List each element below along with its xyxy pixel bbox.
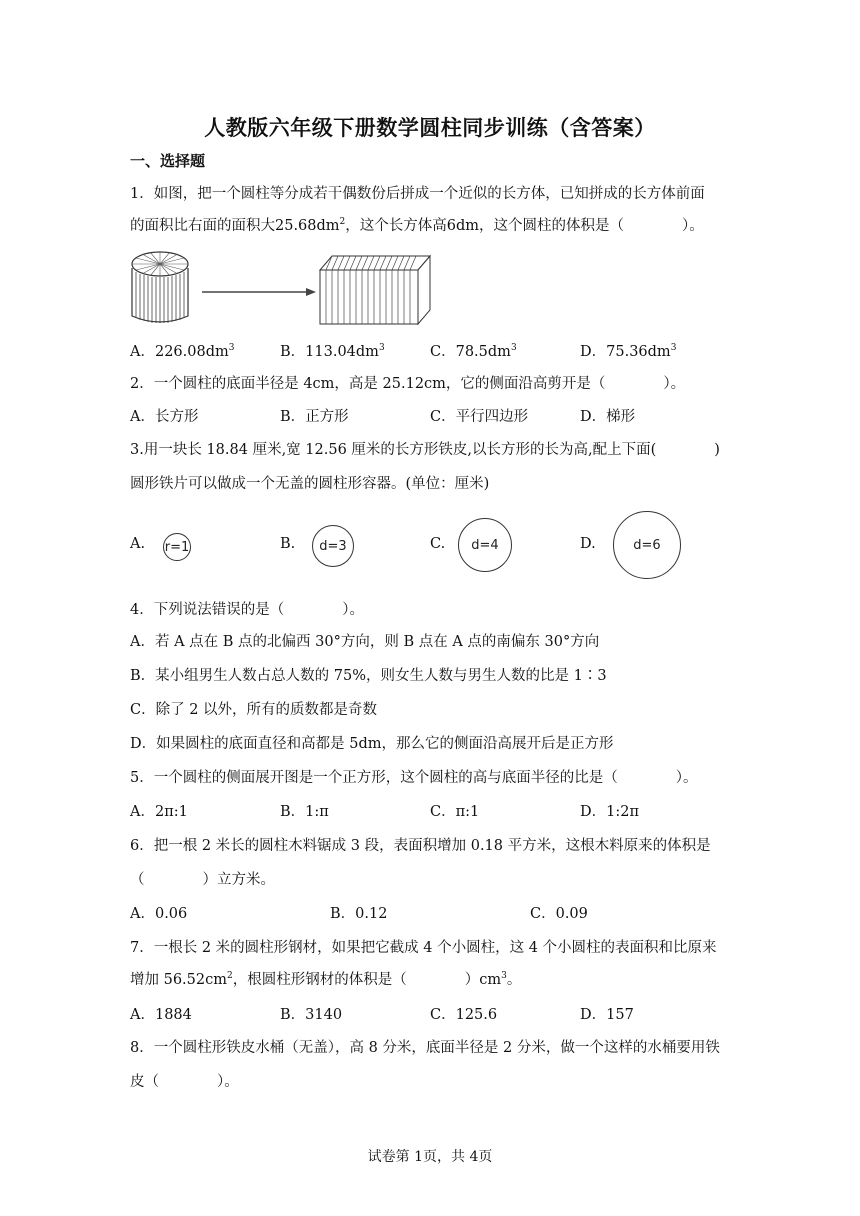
q4-line1: 4．下列说法错误的是（ ）。 (130, 602, 364, 618)
q1-text-a: 的面积比右面的面积大 (130, 218, 275, 234)
q3-option-a-circle[interactable]: r=1 (163, 533, 191, 561)
q5-line1: 5．一个圆柱的侧面展开图是一个正方形，这个圆柱的高与底面半径的比是（ ）。 (130, 770, 698, 786)
q4-option-a[interactable]: A．若 A 点在 B 点的北偏西 30°方向，则 B 点在 A 点的南偏东 30°方向 (130, 634, 600, 650)
arrow-icon (202, 288, 316, 296)
q5-option-d[interactable]: D．1:2π (580, 804, 639, 820)
q7-option-d[interactable]: D．157 (580, 1007, 634, 1023)
q6-line2: （ ）立方米。 (130, 872, 275, 888)
q1-line2 (130, 214, 704, 235)
q2-option-d[interactable]: D．梯形 (580, 409, 636, 425)
q1-line1: 1．如图，把一个圆柱等分成若干偶数份后拼成一个近似的长方体，已知拼成的长方体前面 (130, 186, 705, 202)
page-title: 人教版六年级下册数学圆柱同步训练（含答案） (204, 116, 656, 140)
q8-line2: 皮（ ）。 (130, 1074, 239, 1090)
q1-option-b[interactable]: B．$113.04dm^3$ (280, 343, 385, 360)
q4-option-b[interactable]: B．某小组男生人数占总人数的 75%，则女生人数与男生人数的比是 1∶3 (130, 668, 607, 684)
q6-option-c[interactable]: C．0.09 (530, 906, 588, 922)
q3-option-b-circle[interactable]: d=3 (312, 525, 354, 567)
q1-height-value: 6dm (446, 218, 480, 234)
q7-option-b[interactable]: B．3140 (280, 1007, 343, 1023)
cuboid-illustration (320, 256, 430, 324)
q2-option-a[interactable]: A．长方形 (130, 409, 199, 425)
q1-option-d[interactable]: D．$75.36dm^3$ (580, 343, 677, 360)
q6-line1: 6．把一根 2 米长的圆柱木料锯成 3 段，表面积增加 0.18 平方米，这根木料原来的体积是 (130, 838, 711, 854)
q6-option-a[interactable]: A．0.06 (130, 906, 188, 922)
q3-option-a-label[interactable]: A. (130, 536, 146, 552)
q6-option-b[interactable]: B．0.12 (330, 906, 388, 922)
q4-option-d[interactable]: D．如果圆柱的底面直径和高都是 5dm，那么它的侧面沿高展开后是正方形 (130, 736, 614, 752)
q5-option-a[interactable]: A．2π:1 (130, 804, 188, 820)
q2-line1: 2．一个圆柱的底面半径是 4cm，高是 25.12cm，它的侧面沿高剪开是（ ）。 (130, 376, 686, 392)
q7-line2: 增加 $56.52cm^2$，根圆柱形钢材的体积是（ ）$cm^3$。 (130, 971, 522, 988)
section-heading: 一、选择题 (130, 152, 206, 170)
q1-text-c: ，这个圆柱的体积是（ (479, 218, 625, 234)
q5-option-c[interactable]: C．π:1 (430, 804, 480, 820)
q3-option-d-label[interactable]: D. (580, 536, 596, 552)
q3-line1: 3.用一块长 18.84 厘米,宽 12.56 厘米的长方形铁皮,以长方形的长为高,配上下面( ) (130, 442, 720, 458)
q4-option-c[interactable]: C．除了 2 以外，所有的质数都是奇数 (130, 702, 378, 718)
q5-option-b[interactable]: B．1:π (280, 804, 329, 820)
q7-option-a[interactable]: A．1884 (130, 1007, 192, 1023)
q2-option-b[interactable]: B．正方形 (280, 409, 349, 425)
q1-area-sup: 2 (339, 217, 346, 227)
q1-figure (128, 244, 448, 330)
cylinder-illustration (132, 252, 188, 323)
q3-option-c-circle[interactable]: d=4 (458, 518, 512, 572)
q2-option-c[interactable]: C．平行四边形 (430, 409, 529, 425)
q3-line2: 圆形铁片可以做成一个无盖的圆柱形容器。(单位：厘米) (130, 476, 490, 492)
q7-option-c[interactable]: C．125.6 (430, 1007, 498, 1023)
q1-text-b: ，这个长方体高 (345, 218, 447, 234)
q1-option-a[interactable]: A．$226.08dm^3$ (130, 343, 235, 360)
q7-line1: 7．一根长 2 米的圆柱形钢材，如果把它截成 4 个小圆柱，这 4 个小圆柱的表面积和比原来 (130, 940, 717, 956)
page-footer: 试卷第 1页，共 4页 (367, 1149, 493, 1165)
q8-line1: 8．一个圆柱形铁皮水桶（无盖），高 8 分米，底面半径是 2 分米，做一个这样的水桶要用铁 (130, 1040, 720, 1056)
q3-option-d-circle[interactable]: d=6 (613, 511, 681, 579)
q3-option-c-label[interactable]: C. (430, 536, 446, 552)
q3-option-b-label[interactable]: B. (280, 536, 296, 552)
q1-option-c[interactable]: C．$78.5dm^3$ (430, 343, 517, 360)
q1-area-value: 25.68dm (275, 218, 340, 234)
q1-text-d: ）。 (682, 218, 704, 234)
